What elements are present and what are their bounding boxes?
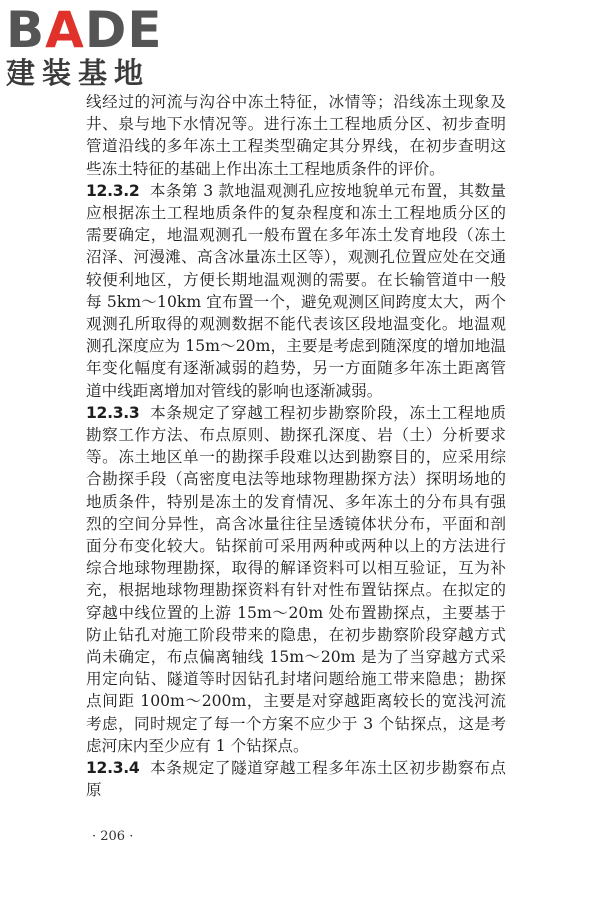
paragraph-12-3-4 bbox=[86, 757, 506, 801]
paragraph-12-3-2 bbox=[86, 180, 506, 402]
document-body bbox=[86, 91, 506, 802]
paragraph-text: 线经过的河流与沟谷中冻土特征，冰情等；沿线冻土现象及井、泉与地下水情况等。进行冻土工程地质分区、初步查明管道沿线的多年冻土工程类型确定其分界线，在初步查明这些冻土特征的基础上作出冻土工程地质条件的评价。 bbox=[86, 93, 506, 178]
paragraph-text: 本条第 3 款地温观测孔应按地貌单元布置，其数量应根据冻土工程地质条件的复杂程度和冻土工程地质分区的需要确定，地温观测孔一般布置在多年冻土发育地段（冻土沼泽、河漫滩、高含冰量冻土区等），观测孔位置应处在交通较便利地区，方便长期地温观测的需要。在长输管道中一般每 5km～10km 宜布置一个，避免观测区间跨度太大，两个观测孔所取得的观测数据不能代表该区段地温变化。地温观测孔深度应为 15m～20m，主要是考虑到随深度的增加地温年变化幅度有逐渐减弱的趋势，另一方面随多年冻土距离管道中线距离增加对管线的影响也逐渐减弱。 bbox=[86, 181, 506, 400]
paragraph-12-3-3 bbox=[86, 402, 506, 757]
section-number: 12.3.3 bbox=[86, 403, 140, 422]
logo-letter-tail: DE bbox=[84, 1, 163, 59]
logo-wordmark bbox=[6, 1, 176, 59]
paragraph-text: 本条规定了穿越工程初步勘察阶段，冻土工程地质勘察工作方法、布点原则、勘探孔深度、岩（土）分析要求等。冻土地区单一的勘探手段难以达到勘察目的，应采用综合勘探手段（高密度电法等地球物理勘探方法）探明场地的地质条件，特别是冻土的发育情况、多年冻土的分布具有强烈的空间分异性，高含冰量往往呈透镜体状分布，平面和剖面分布变化较大。钻探前可采用两种或两种以上的方法进行综合地球物理勘探，取得的解译资料可以相互验证，互为补充，根据地球物理勘探资料有针对性布置钻探点。在拟定的穿越中线位置的上游 15m～20m 处布置勘探点，主要基于防止钻孔对施工阶段带来的隐患，在初步勘察阶段穿越方式尚未确定，布点偏离轴线 15m～20m 是为了当穿越方式采用定向钻、隧道等时因钻孔封堵问题给施工带来隐患；勘探点间距 100m～200m，主要是对穿越距离较长的宽浅河流考虑，同时规定了每一个方案不应少于 3 个钻探点，这是考虑河床内至少应有 1 个钻探点。 bbox=[86, 403, 506, 755]
paragraph-continuation bbox=[86, 91, 506, 180]
page-number: · 206 · bbox=[92, 829, 134, 844]
paragraph-text: 本条规定了隧道穿越工程多年冻土区初步勘察布点原 bbox=[86, 759, 506, 800]
section-number: 12.3.2 bbox=[86, 181, 140, 200]
logo-letter-lead: B bbox=[6, 1, 46, 59]
logo-letter-accent: A bbox=[45, 1, 85, 59]
brand-logo bbox=[6, 1, 176, 90]
logo-subtitle: 建装基地 bbox=[6, 56, 151, 90]
section-number: 12.3.4 bbox=[86, 759, 140, 778]
